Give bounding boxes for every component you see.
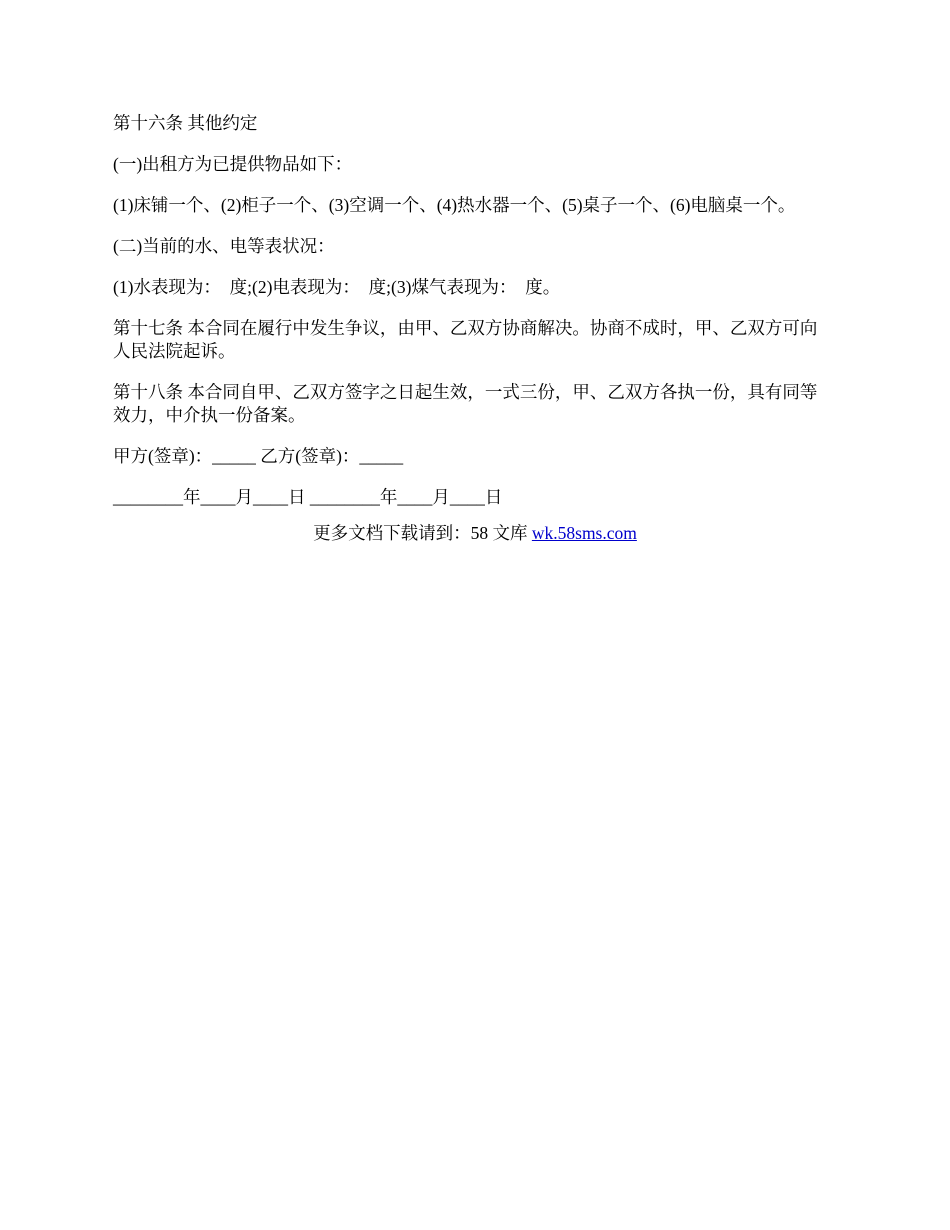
meter-readings: (1)水表现为： 度;(2)电表现为： 度;(3)煤气表现为： 度。	[113, 277, 561, 297]
date-line: ________年____月____日 ________年____月____日	[113, 487, 503, 507]
signature-line: 甲方(签章)：_____ 乙方(签章)：_____	[113, 446, 404, 466]
article-17-text: 第十七条 本合同在履行中发生争议，由甲、乙双方协商解决。协商不成时，甲、乙双方可向人民法院起诉。	[113, 318, 818, 361]
provided-items-heading: (一)出租方为已提供物品如下：	[113, 154, 353, 174]
article-16-heading: 第十六条 其他约定	[113, 113, 258, 133]
footer	[0, 522, 950, 545]
article-18-text: 第十八条 本合同自甲、乙双方签字之日起生效，一式三份，甲、乙双方各执一份，具有同等效力，中介执一份备案。	[113, 382, 818, 425]
footer-text: 更多文档下载请到：58 文库	[313, 523, 532, 543]
provided-items-list: (1)床铺一个、(2)柜子一个、(3)空调一个、(4)热水器一个、(5)桌子一个、(6)电脑桌一个。	[113, 195, 796, 215]
footer-link[interactable]: wk.58sms.com	[531, 523, 637, 543]
meter-status-heading: (二)当前的水、电等表状况：	[113, 236, 335, 256]
document-body	[113, 112, 833, 527]
